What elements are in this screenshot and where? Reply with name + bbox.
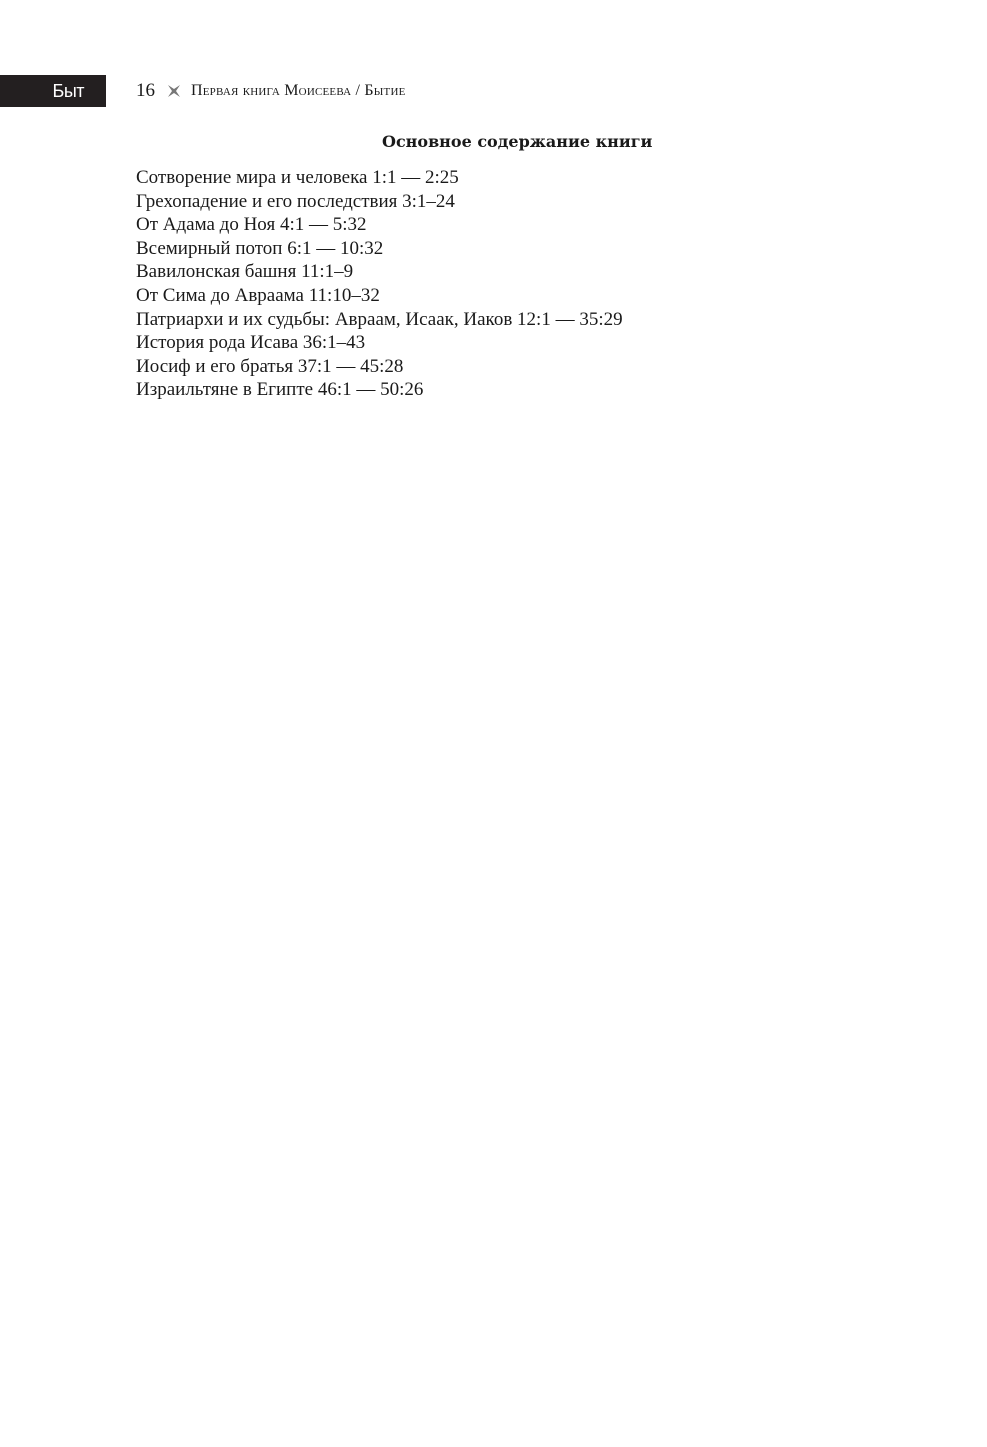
- running-title: Первая книга Моисеева / Бытие: [191, 82, 406, 99]
- section-heading: Основное содержание книги: [382, 132, 653, 151]
- list-item: От Сима до Авраама 11:10–32: [136, 284, 380, 306]
- list-item: Вавилонская башня 11:1–9: [136, 261, 354, 283]
- running-header: [136, 79, 406, 103]
- list-item: Патриархи и их судьбы: Авраам, Исаак, Иаков 12:1 — 35:29: [136, 308, 623, 330]
- list-item: Иосиф и его братья 37:1 — 45:28: [136, 355, 404, 377]
- list-item: Сотворение мира и человека 1:1 — 2:25: [136, 167, 459, 188]
- thumb-tab-label: Быт: [52, 80, 84, 101]
- book-thumb-tab: [0, 75, 106, 107]
- contents-list: [136, 166, 623, 402]
- list-item: Всемирный потоп 6:1 — 10:32: [136, 237, 384, 259]
- list-item: От Адама до Ноя 4:1 — 5:32: [136, 214, 367, 236]
- cross-ornament-icon: [167, 84, 181, 98]
- list-item: История рода Исава 36:1–43: [136, 332, 366, 354]
- page-number: 16: [136, 80, 155, 101]
- list-item: Грехопадение и его последствия 3:1–24: [136, 190, 455, 212]
- list-item: Израильтяне в Египте 46:1 — 50:26: [136, 379, 424, 401]
